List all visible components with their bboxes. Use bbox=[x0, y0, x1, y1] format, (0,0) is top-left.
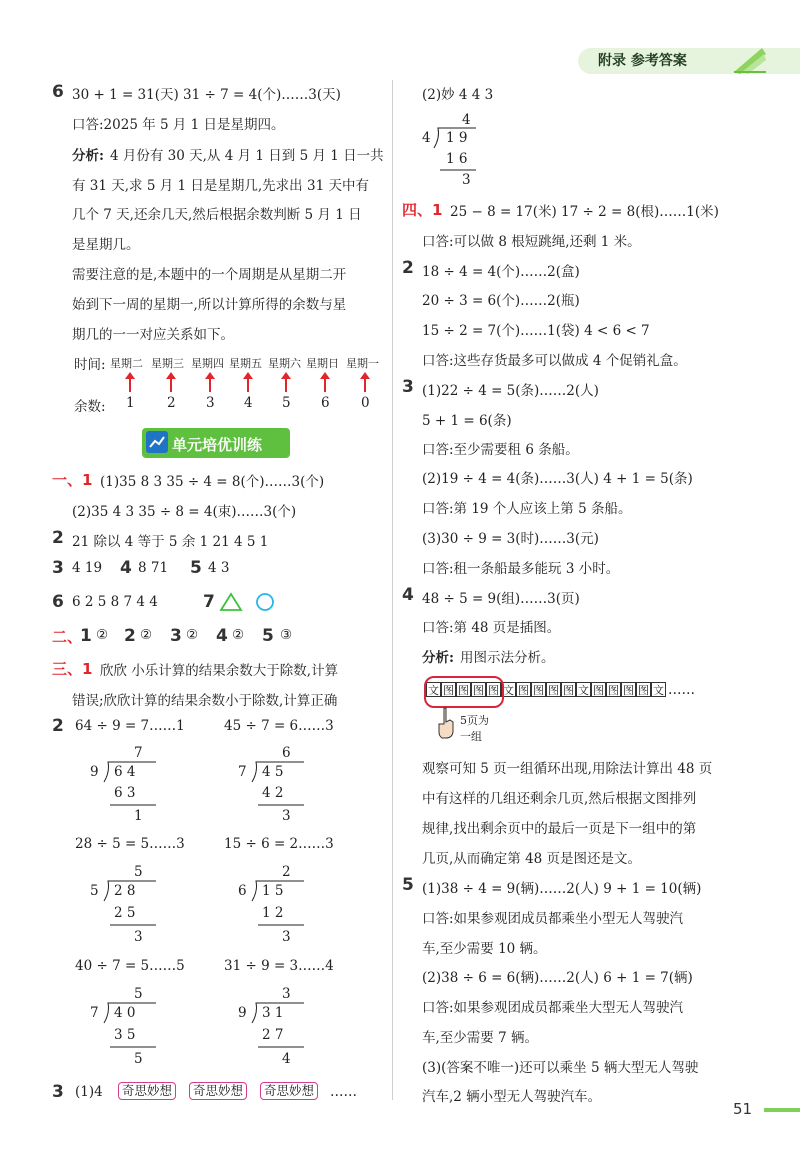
remainder: 3 bbox=[282, 808, 291, 824]
q6-line-6: 是星期几。 bbox=[72, 237, 140, 253]
rem-1: 1 bbox=[126, 395, 135, 411]
section-2-label: 二、 bbox=[52, 628, 83, 646]
strip-cell: 文 bbox=[503, 684, 514, 697]
s2-item-3-num: 3 bbox=[170, 626, 182, 646]
rem-5: 5 bbox=[282, 395, 291, 411]
divisor: 7 bbox=[238, 764, 247, 780]
division-bracket bbox=[100, 1001, 160, 1049]
eq-4: 15 ÷ 6 = 2……3 bbox=[224, 836, 334, 852]
day-6: 星期日 bbox=[306, 357, 339, 370]
divisor: 5 bbox=[90, 883, 99, 899]
divisor: 4 bbox=[422, 130, 431, 146]
rem-7: 0 bbox=[361, 395, 370, 411]
circle-icon bbox=[255, 592, 275, 612]
eq-6: 31 ÷ 9 = 3……4 bbox=[224, 958, 334, 974]
q5-text: 4 3 bbox=[208, 560, 230, 576]
dividend: 4 5 bbox=[262, 764, 284, 780]
s2-item-3-ans: ② bbox=[186, 627, 199, 643]
quotient: 6 bbox=[282, 745, 291, 761]
eq-3: 28 ÷ 5 = 5……3 bbox=[75, 836, 185, 852]
r-q2-line-4: 口答:这些存货最多可以做成 4 个促销礼盒。 bbox=[422, 353, 687, 369]
s2-item-1-ans: ② bbox=[96, 627, 109, 643]
day-2: 星期三 bbox=[151, 357, 184, 370]
r-q2-line-2: 20 ÷ 3 = 6(个)……2(瓶) bbox=[422, 293, 580, 309]
rem-3: 3 bbox=[206, 395, 215, 411]
column-divider bbox=[392, 80, 393, 1100]
remainder: 1 bbox=[134, 808, 143, 824]
q3b-number: 3 bbox=[52, 1082, 64, 1102]
q6-line-3: 4 月份有 30 天,从 4 月 1 日到 5 月 1 日一共 bbox=[110, 148, 384, 164]
q6-line-8: 始到下一周的星期一,所以计算所得的余数与星 bbox=[72, 297, 347, 313]
idea-tag-1: 奇思妙想 bbox=[118, 1082, 176, 1100]
rem-2: 2 bbox=[167, 395, 176, 411]
r-q3-line-2: 5 + 1 = 6(条) bbox=[422, 413, 512, 429]
q6-line-4: 有 31 天,求 5 月 1 日是星期几,先求出 31 天中有 bbox=[72, 178, 369, 194]
r-q3-line-6: (3)30 ÷ 9 = 3(时)……3(元) bbox=[422, 531, 599, 547]
strip-cell: 图 bbox=[623, 684, 634, 697]
product: 2 5 bbox=[114, 905, 136, 921]
dividend: 4 0 bbox=[114, 1005, 136, 1021]
strip-cell: 图 bbox=[518, 684, 529, 697]
strip-cell: 图 bbox=[548, 684, 559, 697]
hand-note-2: 一组 bbox=[460, 730, 482, 743]
division-bracket bbox=[430, 126, 480, 172]
divisor: 6 bbox=[238, 883, 247, 899]
s2-item-5-num: 5 bbox=[262, 626, 274, 646]
time-label: 时间: bbox=[74, 357, 106, 373]
division-bracket bbox=[100, 760, 160, 808]
product: 2 7 bbox=[262, 1027, 284, 1043]
r-q5-line-2: 口答:如果参观团成员都乘坐小型无人驾驶汽 bbox=[422, 911, 684, 927]
day-3: 星期四 bbox=[191, 357, 224, 370]
product: 3 5 bbox=[114, 1027, 136, 1043]
division-bracket bbox=[100, 879, 160, 927]
strip-cell: 文 bbox=[428, 684, 439, 697]
dividend: 2 8 bbox=[114, 883, 136, 899]
q3b-text: (1)4 bbox=[75, 1084, 103, 1100]
day-1: 星期二 bbox=[110, 357, 143, 370]
q6-line-9: 期几的一一对应关系如下。 bbox=[72, 327, 234, 343]
r-q4-line-3: 用图示法分析。 bbox=[460, 650, 555, 666]
r-q3-line-7: 口答:租一条船最多能玩 3 小时。 bbox=[422, 561, 620, 577]
r-q5-number: 5 bbox=[402, 875, 414, 895]
r-q3-number: 3 bbox=[402, 377, 414, 397]
eq-1: 64 ÷ 9 = 7……1 bbox=[75, 718, 185, 734]
q4-text: 8 71 bbox=[138, 560, 169, 576]
q2-text: 21 除以 4 等于 5 余 1 21 4 5 1 bbox=[72, 534, 269, 550]
up-arrow-icon bbox=[205, 372, 215, 392]
r-q4-number: 4 bbox=[402, 585, 414, 605]
page-number: 51 bbox=[733, 1100, 753, 1118]
r-q5-line-8: 汽车,2 辆小型无人驾驶汽车。 bbox=[422, 1089, 602, 1105]
s1-line-1: (1)35 8 3 35 ÷ 4 = 8(个)……3(个) bbox=[100, 474, 325, 490]
section-4-label: 四、1 bbox=[402, 201, 443, 219]
r-q4-line-1: 48 ÷ 5 = 9(组)……3(页) bbox=[422, 591, 580, 607]
strip-cell: 图 bbox=[608, 684, 619, 697]
idea-tag-3: 奇思妙想 bbox=[260, 1082, 318, 1100]
section-3-label: 三、1 bbox=[52, 660, 93, 678]
s2-item-4-num: 4 bbox=[216, 626, 228, 646]
strip-cell: 图 bbox=[593, 684, 604, 697]
rem-4: 4 bbox=[244, 395, 253, 411]
strip-cell: 文 bbox=[653, 684, 664, 697]
hand-note-1: 5页为 bbox=[460, 714, 489, 727]
q6b-number: 6 bbox=[52, 592, 64, 612]
r-q4-line-7: 几页,从而确定第 48 页是图还是文。 bbox=[422, 851, 642, 867]
strip-cell: 图 bbox=[443, 684, 454, 697]
s4-line-2: 口答:可以做 8 根短跳绳,还剩 1 米。 bbox=[422, 234, 641, 250]
q6-line-1: 30 + 1 = 31(天) 31 ÷ 7 = 4(个)……3(天) bbox=[72, 87, 341, 103]
r-q2-number: 2 bbox=[402, 258, 414, 278]
s2-item-4-ans: ② bbox=[232, 627, 245, 643]
header-title: 附录 参考答案 bbox=[598, 53, 687, 69]
strip-cell: 图 bbox=[473, 684, 484, 697]
r-q4-line-5: 中有这样的几组还剩余几页,然后根据文图排列 bbox=[422, 791, 697, 807]
r-q5-line-6: 车,至少需要 7 辆。 bbox=[422, 1030, 538, 1046]
triangle-icon bbox=[219, 592, 243, 612]
q6-number: 6 bbox=[52, 82, 64, 102]
section-1-label: 一、1 bbox=[52, 471, 93, 489]
dividend: 3 1 bbox=[262, 1005, 284, 1021]
r-q3-line-3: 口答:至少需要租 6 条船。 bbox=[422, 442, 579, 458]
up-arrow-icon bbox=[166, 372, 176, 392]
s3-line-1: 欣欣 小乐计算的结果余数大于除数,计算 bbox=[100, 663, 339, 679]
q5-number: 5 bbox=[190, 558, 202, 578]
dividend: 1 9 bbox=[446, 130, 468, 146]
remainder: 5 bbox=[134, 1051, 143, 1067]
pointing-hand-icon bbox=[436, 706, 456, 740]
r-q5-line-3: 车,至少需要 10 辆。 bbox=[422, 941, 547, 957]
up-arrow-icon bbox=[243, 372, 253, 392]
s2-item-5-ans: ③ bbox=[280, 627, 293, 643]
strip-cell: 图 bbox=[533, 684, 544, 697]
product: 4 2 bbox=[262, 785, 284, 801]
r-q4-line-6: 规律,找出剩余页中的最后一页是下一组中的第 bbox=[422, 821, 697, 837]
remainder: 3 bbox=[282, 929, 291, 945]
r-q5-line-5: 口答:如果参观团成员都乘坐大型无人驾驶汽 bbox=[422, 1000, 684, 1016]
q4-number: 4 bbox=[120, 558, 132, 578]
divisor: 7 bbox=[90, 1005, 99, 1021]
pencil-ruler-icon bbox=[732, 44, 768, 76]
s2-item-1-num: 1 bbox=[80, 626, 92, 646]
r-q5-line-1: (1)38 ÷ 4 = 9(辆)……2(人) 9 + 1 = 10(辆) bbox=[422, 881, 702, 897]
divisor: 9 bbox=[238, 1005, 247, 1021]
strip-cell: 图 bbox=[563, 684, 574, 697]
trend-chart-icon bbox=[146, 431, 168, 453]
idea-tag-2: 奇思妙想 bbox=[189, 1082, 247, 1100]
quotient: 4 bbox=[462, 112, 471, 128]
product: 1 6 bbox=[446, 151, 468, 167]
r-q5-line-4: (2)38 ÷ 6 = 6(辆)……2(人) 6 + 1 = 7(辆) bbox=[422, 970, 693, 986]
strip-cell: 图 bbox=[638, 684, 649, 697]
remainder-label: 余数: bbox=[74, 399, 106, 415]
r-q5-line-7: (3)(答案不唯一)还可以乘坐 5 辆大型无人驾驶 bbox=[422, 1060, 699, 1076]
group-highlight-ring bbox=[424, 676, 504, 708]
q6-line-2: 口答:2025 年 5 月 1 日是星期四。 bbox=[72, 117, 285, 133]
division-bracket bbox=[248, 1001, 308, 1049]
r-q3-line-4: (2)19 ÷ 4 = 4(条)……3(人) 4 + 1 = 5(条) bbox=[422, 471, 693, 487]
up-arrow-icon bbox=[360, 372, 370, 392]
banner-title: 单元培优训练 bbox=[172, 436, 263, 454]
up-arrow-icon bbox=[320, 372, 330, 392]
page-number-bar bbox=[764, 1108, 800, 1112]
quotient: 3 bbox=[282, 986, 291, 1002]
eq-2: 45 ÷ 7 = 6……3 bbox=[224, 718, 334, 734]
q6-line-7: 需要注意的是,本题中的一个周期是从星期二开 bbox=[72, 267, 347, 283]
remainder: 4 bbox=[282, 1051, 291, 1067]
s2-item-2-num: 2 bbox=[124, 626, 136, 646]
rem-6: 6 bbox=[321, 395, 330, 411]
q2-number: 2 bbox=[52, 528, 64, 548]
day-5: 星期六 bbox=[268, 357, 301, 370]
dividend: 1 5 bbox=[262, 883, 284, 899]
q2b-number: 2 bbox=[52, 716, 64, 736]
divisor: 9 bbox=[90, 764, 99, 780]
q6b-text: 6 2 5 8 7 4 4 bbox=[72, 594, 158, 610]
r-q3-line-1: (1)22 ÷ 4 = 5(条)……2(人) bbox=[422, 383, 599, 399]
q3-text: 4 19 bbox=[72, 560, 103, 576]
product: 1 2 bbox=[262, 905, 284, 921]
s4-line-1: 25 − 8 = 17(米) 17 ÷ 2 = 8(根)……1(米) bbox=[450, 204, 719, 220]
day-7: 星期一 bbox=[346, 357, 379, 370]
product: 6 3 bbox=[114, 785, 136, 801]
r-q2-line-1: 18 ÷ 4 = 4(个)……2(盒) bbox=[422, 264, 580, 280]
s2-item-2-ans: ② bbox=[140, 627, 153, 643]
r-q4-analysis-label: 分析: bbox=[422, 650, 454, 666]
q6-analysis-label: 分析: bbox=[72, 148, 104, 164]
r-q4-line-4: 观察可知 5 页一组循环出现,用除法计算出 48 页 bbox=[422, 761, 713, 777]
strip-cell: 图 bbox=[488, 684, 499, 697]
q3-number: 3 bbox=[52, 558, 64, 578]
q6-line-5: 几个 7 天,还余几天,然后根据余数判断 5 月 1 日 bbox=[72, 207, 362, 223]
r-top-line: (2)妙 4 4 3 bbox=[422, 87, 494, 103]
quotient: 2 bbox=[282, 864, 291, 880]
s1-line-2: (2)35 4 3 35 ÷ 8 = 4(束)……3(个) bbox=[72, 504, 297, 520]
remainder: 3 bbox=[134, 929, 143, 945]
division-bracket bbox=[248, 760, 308, 808]
up-arrow-icon bbox=[125, 372, 135, 392]
quotient: 7 bbox=[134, 745, 143, 761]
s3-line-2: 错误;欣欣计算的结果余数小于除数,计算正确 bbox=[72, 693, 338, 709]
remainder: 3 bbox=[462, 172, 471, 188]
q7-number: 7 bbox=[203, 592, 215, 612]
strip-cell: 图 bbox=[458, 684, 469, 697]
quotient: 5 bbox=[134, 864, 143, 880]
r-q2-line-3: 15 ÷ 2 = 7(个)……1(袋) 4 < 6 < 7 bbox=[422, 323, 650, 339]
strip-cell: 文 bbox=[578, 684, 589, 697]
strip-ellipsis: …… bbox=[668, 682, 695, 698]
eq-5: 40 ÷ 7 = 5……5 bbox=[75, 958, 185, 974]
r-q4-line-2: 口答:第 48 页是插图。 bbox=[422, 620, 561, 636]
q3b-ellipsis: …… bbox=[330, 1084, 357, 1100]
up-arrow-icon bbox=[281, 372, 291, 392]
r-q3-line-5: 口答:第 19 个人应该上第 5 条船。 bbox=[422, 501, 632, 517]
division-bracket bbox=[248, 879, 308, 927]
day-4: 星期五 bbox=[229, 357, 262, 370]
dividend: 6 4 bbox=[114, 764, 136, 780]
quotient: 5 bbox=[134, 986, 143, 1002]
